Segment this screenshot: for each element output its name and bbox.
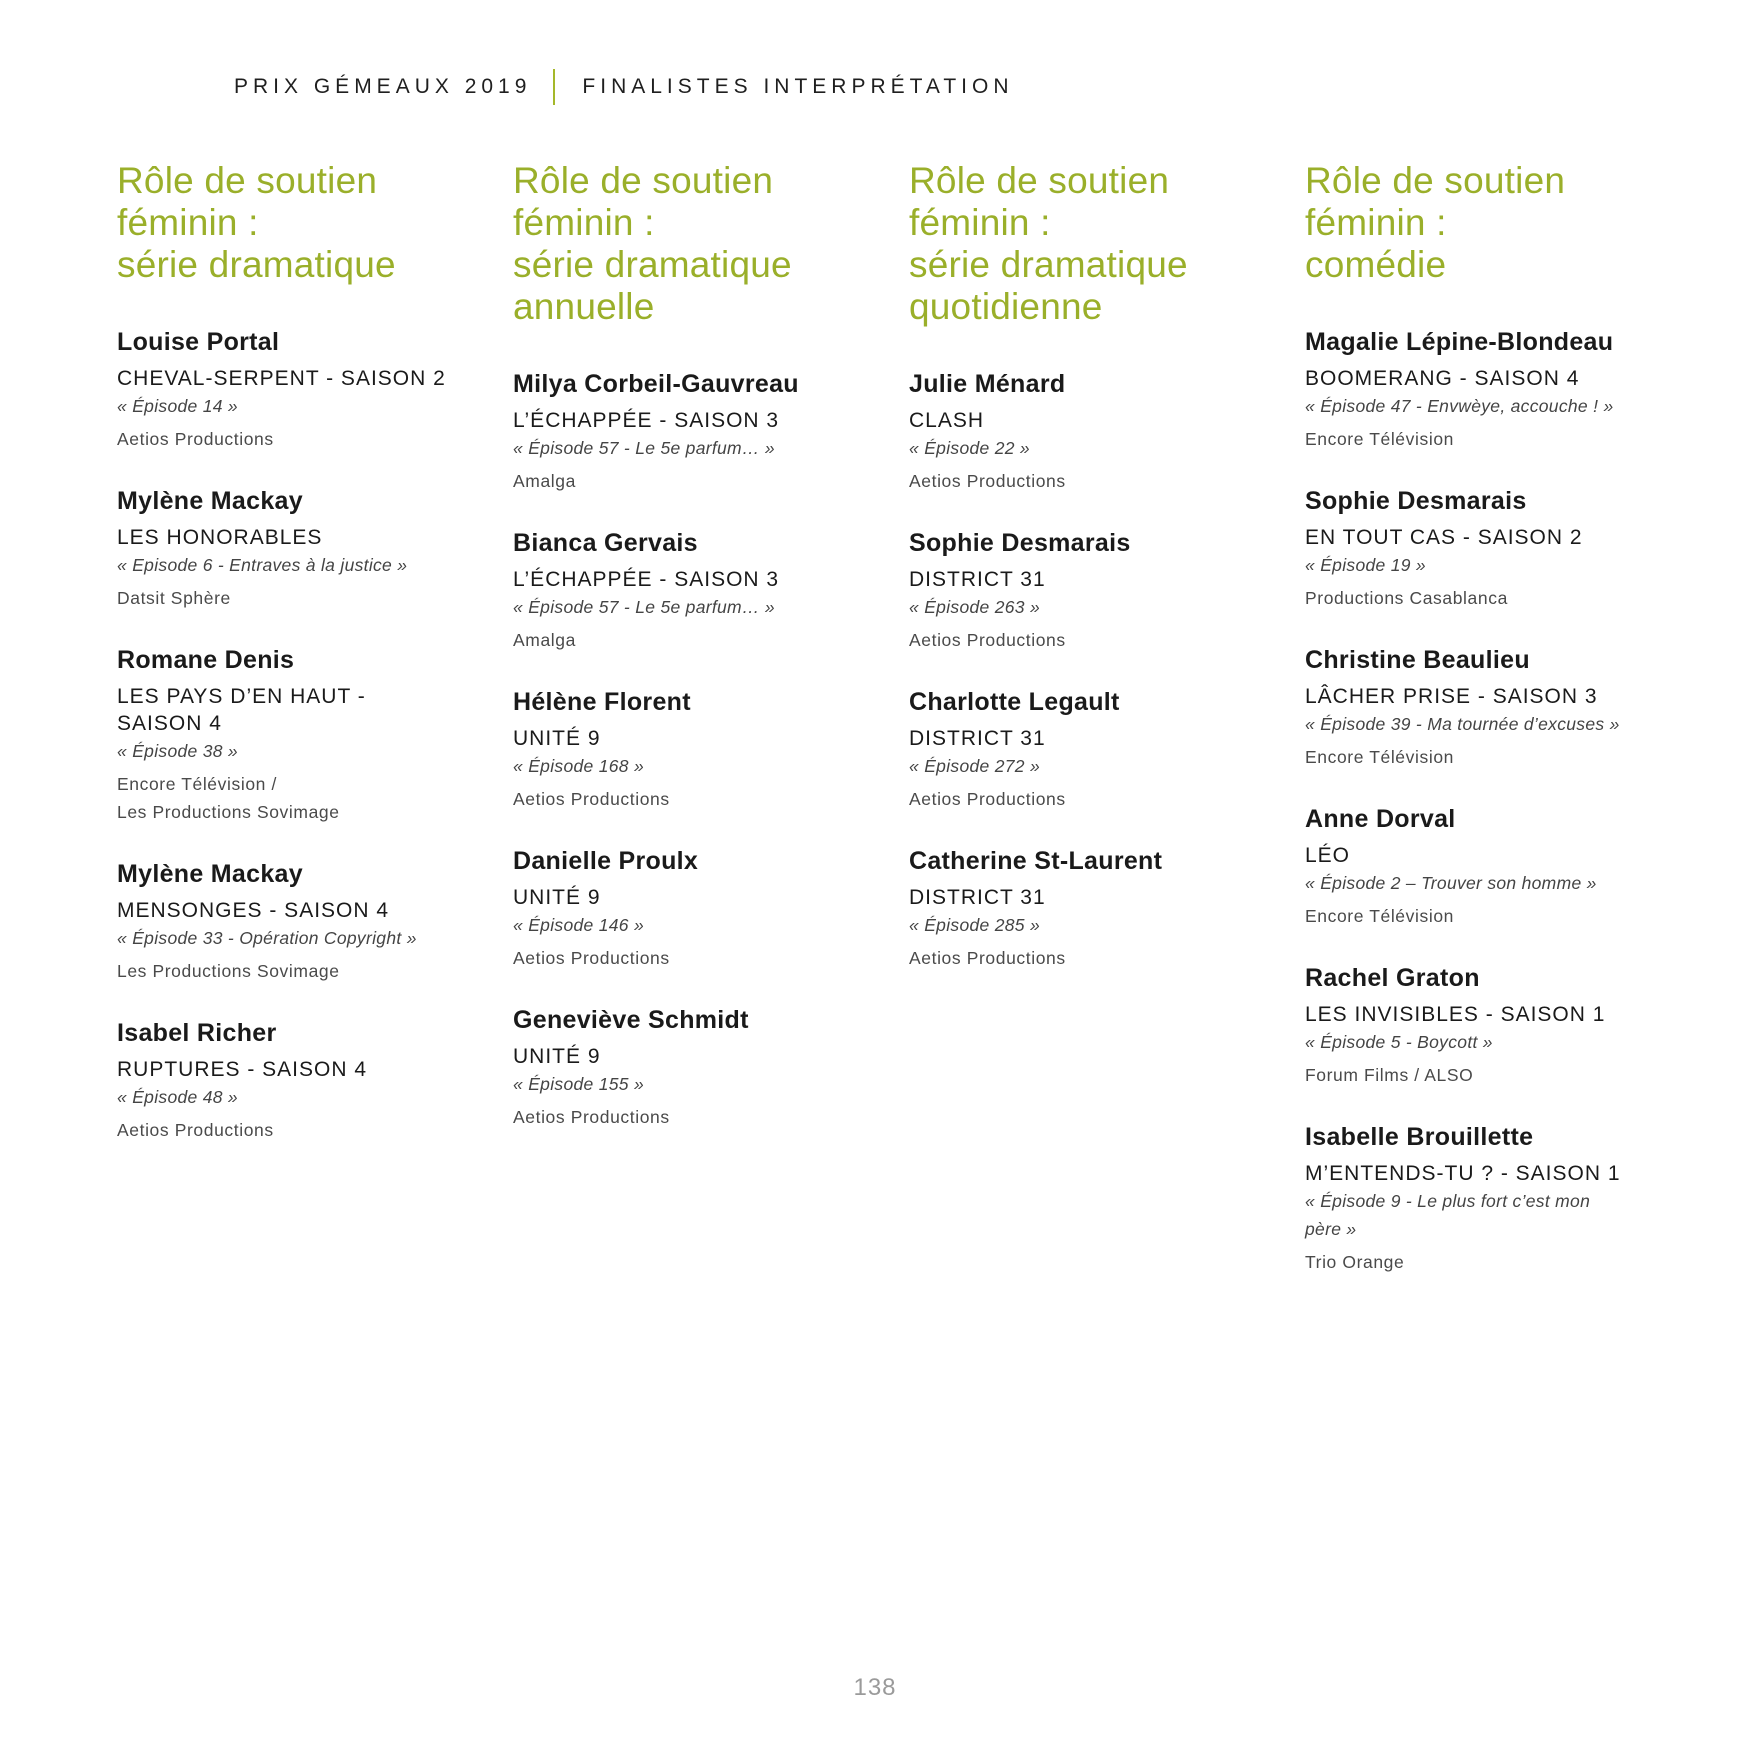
episode-title-line: « Épisode 47 - Envwèye, accouche ! » xyxy=(1305,396,1614,416)
show-title-line: DISTRICT 31 xyxy=(909,886,1046,909)
nominee-name: Catherine St-Laurent xyxy=(909,847,1163,875)
show-title xyxy=(513,407,893,434)
episode-title xyxy=(909,911,1289,939)
episode-title xyxy=(909,593,1289,621)
episode-title-line: « Épisode 155 » xyxy=(513,1074,644,1094)
show-title-line: BOOMERANG - SAISON 4 xyxy=(1305,367,1580,390)
nominee-entry xyxy=(909,687,1289,813)
show-title xyxy=(513,884,893,911)
production-company xyxy=(117,957,497,985)
category-title-line: féminin : xyxy=(1305,202,1447,243)
production-company-line: Aetios Productions xyxy=(909,471,1066,491)
nominee-entry xyxy=(909,369,1289,495)
episode-title-line: « Épisode 33 - Opération Copyright » xyxy=(117,928,417,948)
header-left: PRIX GÉMEAUX 2019 xyxy=(234,75,532,98)
show-title-line: UNITÉ 9 xyxy=(513,1045,601,1068)
category-title xyxy=(513,160,893,369)
category-title xyxy=(117,160,497,327)
show-title-line: L’ÉCHAPPÉE - SAISON 3 xyxy=(513,409,780,432)
category-title-line: Rôle de soutien xyxy=(513,160,774,201)
category-title-line: série dramatique xyxy=(513,244,792,285)
episode-title-line: « Épisode 14 » xyxy=(117,396,238,416)
production-company xyxy=(513,785,893,813)
show-title xyxy=(1305,524,1685,551)
show-title-line: LÂCHER PRISE - SAISON 3 xyxy=(1305,685,1598,708)
show-title xyxy=(117,683,497,737)
production-company-line: Amalga xyxy=(513,471,576,491)
production-company xyxy=(909,785,1289,813)
episode-title-line: « Épisode 19 » xyxy=(1305,555,1426,575)
show-title-line: M’ENTENDS-TU ? - SAISON 1 xyxy=(1305,1162,1621,1185)
episode-title xyxy=(117,924,497,952)
nominee-entry xyxy=(909,846,1289,972)
nominee-name: Isabel Richer xyxy=(117,1019,277,1047)
episode-title xyxy=(513,752,893,780)
production-company-line: Aetios Productions xyxy=(513,1107,670,1127)
header-separator xyxy=(553,69,555,105)
nominee-entry xyxy=(117,859,497,985)
nominee-name: Charlotte Legault xyxy=(909,688,1120,716)
episode-title xyxy=(1305,392,1685,420)
episode-title-line: « Épisode 57 - Le 5e parfum… » xyxy=(513,597,775,617)
production-company-line: Aetios Productions xyxy=(513,789,670,809)
show-title-line: LES HONORABLES xyxy=(117,526,323,549)
nominee-name: Christine Beaulieu xyxy=(1305,646,1530,674)
production-company-line: Encore Télévision / xyxy=(117,774,277,794)
category-title-line: féminin : xyxy=(117,202,259,243)
nominee-entry xyxy=(513,846,893,972)
episode-title-line: « Épisode 39 - Ma tournée d’excuses » xyxy=(1305,714,1620,734)
category-title xyxy=(1305,160,1685,327)
production-company-line: Forum Films / ALSO xyxy=(1305,1065,1474,1085)
show-title-line: CLASH xyxy=(909,409,985,432)
episode-title xyxy=(909,752,1289,780)
show-title-line: UNITÉ 9 xyxy=(513,727,601,750)
production-company xyxy=(1305,902,1685,930)
production-company-line: Encore Télévision xyxy=(1305,906,1454,926)
production-company-line: Trio Orange xyxy=(1305,1252,1405,1272)
episode-title xyxy=(909,434,1289,462)
production-company xyxy=(1305,584,1685,612)
category-title-line: féminin : xyxy=(513,202,655,243)
nominee-entry xyxy=(117,327,497,453)
nominee-name: Magalie Lépine-Blondeau xyxy=(1305,328,1614,356)
show-title-line: CHEVAL-SERPENT - SAISON 2 xyxy=(117,367,446,390)
nominee-name: Isabelle Brouillette xyxy=(1305,1123,1534,1151)
episode-title-line: « Épisode 38 » xyxy=(117,741,238,761)
nominee-name: Anne Dorval xyxy=(1305,805,1456,833)
episode-title xyxy=(1305,1187,1685,1243)
nominee-entry xyxy=(117,486,497,612)
nominee-entry xyxy=(513,528,893,654)
production-company xyxy=(117,425,497,453)
production-company xyxy=(513,626,893,654)
show-title xyxy=(1305,1001,1685,1028)
production-company xyxy=(1305,425,1685,453)
show-title xyxy=(1305,842,1685,869)
show-title-line: DISTRICT 31 xyxy=(909,568,1046,591)
show-title xyxy=(909,566,1289,593)
header-right: FINALISTES INTERPRÉTATION xyxy=(582,75,1014,98)
production-company xyxy=(117,770,497,826)
episode-title-line: « Épisode 57 - Le 5e parfum… » xyxy=(513,438,775,458)
category-column xyxy=(909,160,1289,972)
show-title-line: EN TOUT CAS - SAISON 2 xyxy=(1305,526,1583,549)
production-company xyxy=(513,467,893,495)
category-title-line: féminin : xyxy=(909,202,1051,243)
nominee-name: Danielle Proulx xyxy=(513,847,699,875)
nominee-name: Julie Ménard xyxy=(909,370,1066,398)
show-title-line: MENSONGES - SAISON 4 xyxy=(117,899,390,922)
show-title xyxy=(117,524,497,551)
nominee-entry xyxy=(513,1005,893,1131)
production-company-line: Aetios Productions xyxy=(909,948,1066,968)
category-title-line: quotidienne xyxy=(909,286,1103,327)
production-company-line: Aetios Productions xyxy=(117,429,274,449)
production-company xyxy=(1305,1248,1685,1276)
show-title xyxy=(909,725,1289,752)
production-company xyxy=(909,467,1289,495)
nominee-entry xyxy=(513,687,893,813)
page-header xyxy=(234,72,1014,102)
category-column xyxy=(117,160,497,1144)
show-title-line: LÉO xyxy=(1305,844,1351,867)
nominee-name: Romane Denis xyxy=(117,646,295,674)
production-company-line: Les Productions Sovimage xyxy=(117,802,340,822)
episode-title xyxy=(1305,1028,1685,1056)
nominee-name: Mylène Mackay xyxy=(117,860,303,888)
nominee-entry xyxy=(909,528,1289,654)
category-title-line: Rôle de soutien xyxy=(117,160,378,201)
episode-title-line: « Episode 6 - Entraves à la justice » xyxy=(117,555,408,575)
show-title-line: SAISON 4 xyxy=(117,712,222,735)
page-number: 138 xyxy=(853,1674,897,1701)
category-title-line: Rôle de soutien xyxy=(1305,160,1566,201)
show-title xyxy=(513,566,893,593)
nominee-name: Geneviève Schmidt xyxy=(513,1006,749,1034)
production-company xyxy=(513,944,893,972)
episode-title-line: « Épisode 22 » xyxy=(909,438,1030,458)
production-company-line: Les Productions Sovimage xyxy=(117,961,340,981)
production-company-line: Aetios Productions xyxy=(513,948,670,968)
show-title xyxy=(513,725,893,752)
production-company-line: Amalga xyxy=(513,630,576,650)
show-title xyxy=(117,897,497,924)
production-company xyxy=(909,944,1289,972)
episode-title xyxy=(117,392,497,420)
nominee-entry xyxy=(1305,486,1685,612)
episode-title-line: « Épisode 272 » xyxy=(909,756,1040,776)
episode-title xyxy=(513,593,893,621)
episode-title-line: « Épisode 2 – Trouver son homme » xyxy=(1305,873,1597,893)
production-company xyxy=(117,584,497,612)
show-title-line: LES PAYS D’EN HAUT - xyxy=(117,685,366,708)
episode-title-line: « Épisode 263 » xyxy=(909,597,1040,617)
episode-title-line: « Épisode 5 - Boycott » xyxy=(1305,1032,1493,1052)
episode-title xyxy=(117,1083,497,1111)
nominee-entry xyxy=(1305,645,1685,771)
production-company xyxy=(909,626,1289,654)
episode-title-line: « Épisode 48 » xyxy=(117,1087,238,1107)
show-title xyxy=(1305,1160,1685,1187)
nominee-name: Louise Portal xyxy=(117,328,280,356)
nominee-entry xyxy=(117,1018,497,1144)
episode-title xyxy=(1305,551,1685,579)
production-company xyxy=(117,1116,497,1144)
episode-title xyxy=(117,551,497,579)
show-title xyxy=(1305,683,1685,710)
episode-title-line: père » xyxy=(1305,1219,1357,1239)
show-title-line: LES INVISIBLES - SAISON 1 xyxy=(1305,1003,1606,1026)
category-title-line: série dramatique xyxy=(909,244,1188,285)
nominee-entry xyxy=(513,369,893,495)
nominee-entry xyxy=(1305,963,1685,1089)
episode-title xyxy=(513,1070,893,1098)
category-title-line: série dramatique xyxy=(117,244,396,285)
production-company-line: Encore Télévision xyxy=(1305,429,1454,449)
nominee-name: Bianca Gervais xyxy=(513,529,698,557)
nominee-name: Hélène Florent xyxy=(513,688,691,716)
category-title xyxy=(909,160,1289,369)
show-title-line: UNITÉ 9 xyxy=(513,886,601,909)
episode-title xyxy=(513,434,893,462)
episode-title xyxy=(1305,869,1685,897)
production-company-line: Aetios Productions xyxy=(909,630,1066,650)
episode-title xyxy=(1305,710,1685,738)
production-company-line: Productions Casablanca xyxy=(1305,588,1508,608)
show-title xyxy=(117,1056,497,1083)
episode-title-line: « Épisode 9 - Le plus fort c’est mon xyxy=(1305,1191,1591,1211)
episode-title-line: « Épisode 285 » xyxy=(909,915,1040,935)
production-company xyxy=(1305,1061,1685,1089)
nominee-entry xyxy=(1305,804,1685,930)
category-column xyxy=(513,160,893,1131)
show-title xyxy=(117,365,497,392)
show-title xyxy=(513,1043,893,1070)
production-company-line: Aetios Productions xyxy=(909,789,1066,809)
production-company-line: Datsit Sphère xyxy=(117,588,231,608)
category-column xyxy=(1305,160,1685,1276)
production-company xyxy=(1305,743,1685,771)
category-title-line: comédie xyxy=(1305,244,1447,285)
category-title-line: Rôle de soutien xyxy=(909,160,1170,201)
episode-title xyxy=(117,737,497,765)
nominee-name: Milya Corbeil-Gauvreau xyxy=(513,370,799,398)
nominee-name: Mylène Mackay xyxy=(117,487,303,515)
episode-title-line: « Épisode 168 » xyxy=(513,756,644,776)
show-title xyxy=(1305,365,1685,392)
show-title-line: RUPTURES - SAISON 4 xyxy=(117,1058,368,1081)
show-title-line: DISTRICT 31 xyxy=(909,727,1046,750)
production-company xyxy=(513,1103,893,1131)
nominee-entry xyxy=(117,645,497,826)
show-title xyxy=(909,407,1289,434)
production-company-line: Encore Télévision xyxy=(1305,747,1454,767)
nominee-name: Rachel Graton xyxy=(1305,964,1480,992)
category-title-line: annuelle xyxy=(513,286,655,327)
nominee-name: Sophie Desmarais xyxy=(909,529,1131,557)
production-company-line: Aetios Productions xyxy=(117,1120,274,1140)
nominee-entry xyxy=(1305,1122,1685,1276)
nominee-entry xyxy=(1305,327,1685,453)
episode-title xyxy=(513,911,893,939)
episode-title-line: « Épisode 146 » xyxy=(513,915,644,935)
nominee-name: Sophie Desmarais xyxy=(1305,487,1527,515)
show-title xyxy=(909,884,1289,911)
show-title-line: L’ÉCHAPPÉE - SAISON 3 xyxy=(513,568,780,591)
